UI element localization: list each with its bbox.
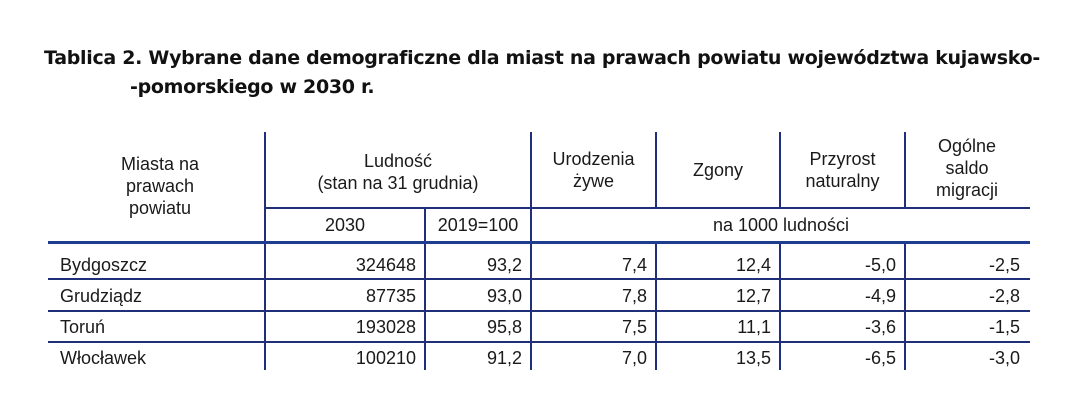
divider (48, 341, 1030, 343)
row-population: 100210 (355, 348, 416, 368)
title-line-1: Tablica 2. Wybrane dane demograficzne dla miast na prawach powiatu województwa kujawsko- (44, 47, 1040, 69)
row-population: 193028 (355, 317, 416, 337)
row-city: Toruń (60, 317, 106, 337)
header-births: Urodzenia żywe (552, 149, 635, 191)
row-natural-increase: -3,6 (864, 317, 896, 337)
row-births: 7,4 (621, 255, 647, 275)
header-migration: Ogólne saldo migracji (935, 136, 998, 200)
row-city: Włocławek (60, 348, 147, 368)
row-migration: -3,0 (988, 348, 1020, 368)
header-cities: Miasta na prawach powiatu (120, 154, 200, 218)
header-bottom-rule (48, 241, 1030, 244)
divider (48, 278, 1030, 280)
row-births: 7,5 (621, 317, 647, 337)
divider (264, 207, 1030, 209)
title-line-2: -pomorskiego w 2030 r. (130, 76, 375, 98)
header-natural-increase: Przyrost naturalny (805, 149, 880, 191)
row-index: 95,8 (486, 317, 522, 337)
row-migration: -2,5 (988, 255, 1020, 275)
divider (48, 310, 1030, 312)
row-deaths: 12,7 (735, 286, 771, 306)
row-index: 91,2 (486, 348, 522, 368)
row-natural-increase: -6,5 (864, 348, 896, 368)
table-title (44, 44, 1044, 102)
header-population: Ludność (stan na 31 grudnia) (317, 151, 479, 193)
row-population: 87735 (365, 286, 416, 306)
row-migration: -2,8 (988, 286, 1020, 306)
row-migration: -1,5 (988, 317, 1020, 337)
row-index: 93,0 (486, 286, 522, 306)
row-births: 7,0 (621, 348, 647, 368)
row-deaths: 12,4 (735, 255, 771, 275)
row-index: 93,2 (486, 255, 522, 275)
row-population: 324648 (355, 255, 416, 275)
subheader-per-1000: na 1000 ludności (712, 215, 850, 235)
row-natural-increase: -5,0 (864, 255, 896, 275)
row-deaths: 13,5 (735, 348, 771, 368)
subheader-2030: 2030 (324, 215, 366, 235)
row-natural-increase: -4,9 (864, 286, 896, 306)
row-city: Bydgoszcz (60, 255, 148, 275)
header-deaths: Zgony (692, 160, 744, 180)
subheader-index: 2019=100 (437, 215, 519, 235)
row-city: Grudziądz (60, 286, 143, 306)
row-births: 7,8 (621, 286, 647, 306)
row-deaths: 11,1 (737, 317, 771, 337)
